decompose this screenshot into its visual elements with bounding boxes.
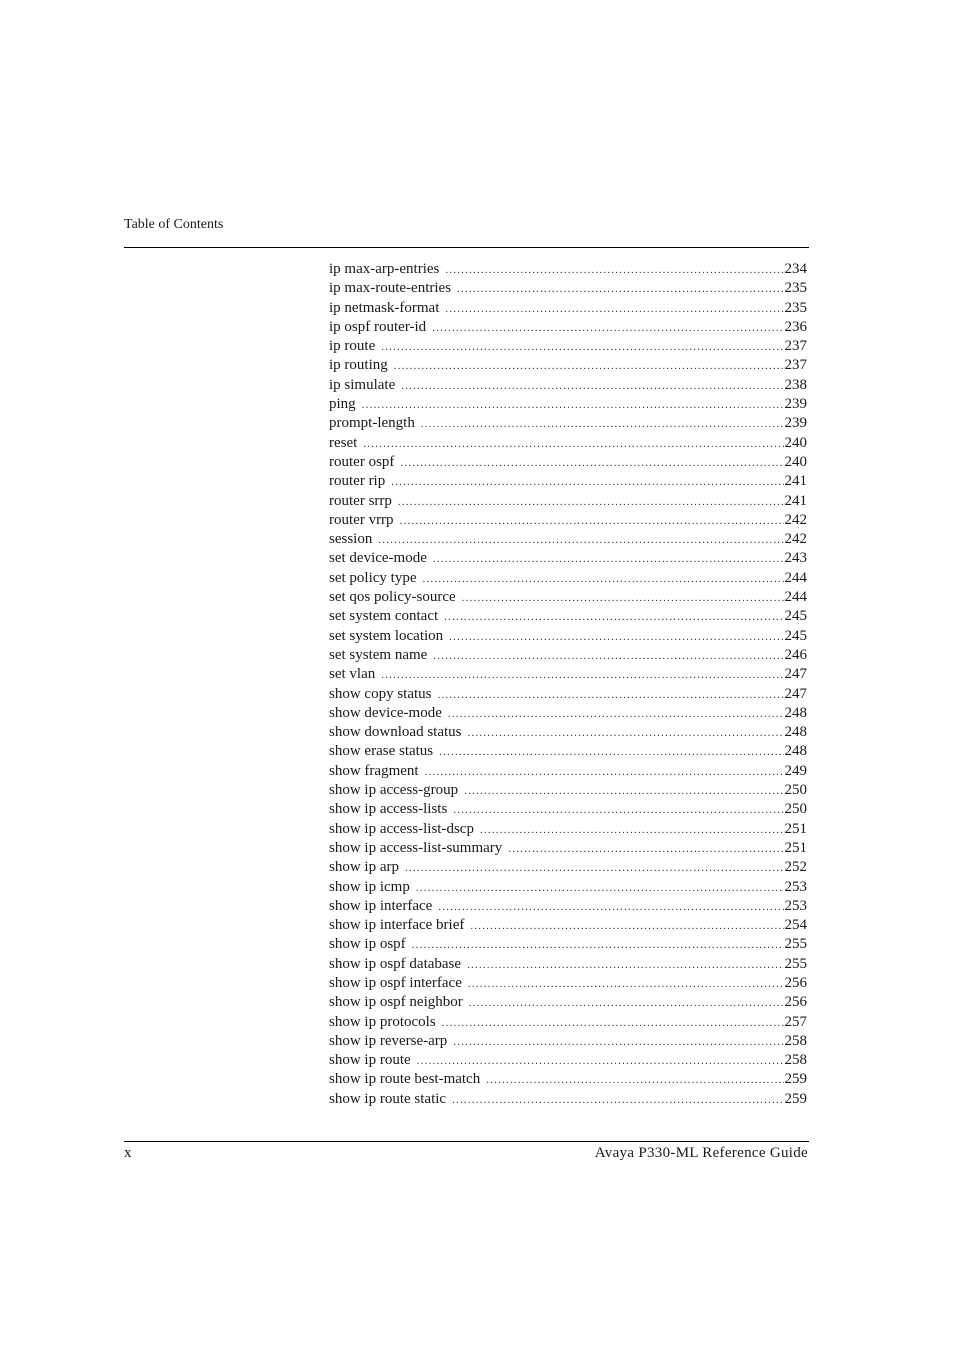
- toc-entry[interactable]: [329, 530, 807, 549]
- toc-dot-leader: [401, 377, 783, 395]
- toc-entry-page: 246: [784, 646, 807, 663]
- toc-dot-leader: [405, 859, 784, 877]
- toc-entry-page: 251: [784, 820, 807, 837]
- toc-entry-page: 242: [784, 531, 807, 548]
- toc-dot-leader: [480, 821, 784, 839]
- toc-entry[interactable]: [329, 511, 807, 530]
- toc-entry-label: show device-mode: [329, 704, 442, 721]
- toc-entry[interactable]: [329, 299, 807, 318]
- toc-dot-leader: [445, 300, 783, 318]
- toc-entry-page: 253: [784, 878, 807, 895]
- toc-dot-leader: [444, 608, 783, 626]
- toc-entry-label: ip simulate: [329, 376, 396, 393]
- footer-guide-title: Avaya P330-ML Reference Guide: [594, 1145, 808, 1161]
- toc-entry-page: 248: [784, 704, 807, 721]
- toc-entry[interactable]: [329, 858, 807, 877]
- toc-entry-page: 256: [784, 974, 807, 991]
- toc-entry[interactable]: [329, 1090, 807, 1109]
- toc-entry-label: set system location: [329, 627, 444, 644]
- toc-entry[interactable]: [329, 820, 807, 839]
- toc-dot-leader: [421, 415, 784, 433]
- toc-entry-label: router rip: [329, 473, 386, 490]
- toc-entry-label: show fragment: [329, 762, 419, 779]
- toc-entry-page: 240: [784, 434, 807, 451]
- toc-entry[interactable]: [329, 337, 807, 356]
- toc-entry-label: show ip ospf: [329, 936, 406, 953]
- toc-entry[interactable]: [329, 781, 807, 800]
- toc-entry-page: 254: [784, 917, 807, 934]
- toc-dot-leader: [448, 705, 784, 723]
- toc-dot-leader: [391, 473, 783, 491]
- toc-dot-leader: [449, 628, 783, 646]
- toc-entry-label: show ip icmp: [329, 878, 410, 895]
- page-header-title: Table of Contents: [124, 217, 224, 232]
- toc-entry-page: 239: [784, 415, 807, 432]
- toc-entry[interactable]: [329, 878, 807, 897]
- toc-entry[interactable]: [329, 607, 807, 626]
- toc-entry-page: 235: [784, 299, 807, 316]
- toc-entry[interactable]: [329, 646, 807, 665]
- toc-entry-label: ip ospf router-id: [329, 318, 427, 335]
- toc-entry[interactable]: [329, 453, 807, 472]
- toc-dot-leader: [462, 589, 784, 607]
- toc-entry-label: router ospf: [329, 453, 395, 470]
- toc-dot-leader: [438, 898, 783, 916]
- toc-entry[interactable]: [329, 1070, 807, 1089]
- toc-entry-page: 248: [784, 743, 807, 760]
- toc-entry-label: show ip interface brief: [329, 917, 465, 934]
- toc-entry-page: 239: [784, 396, 807, 413]
- toc-entry-page: 241: [784, 492, 807, 509]
- header-rule: [124, 247, 809, 248]
- toc-entry-label: router srrp: [329, 492, 392, 509]
- toc-dot-leader: [432, 319, 783, 337]
- toc-entry-label: show ip ospf database: [329, 955, 462, 972]
- toc-entry[interactable]: [329, 376, 807, 395]
- toc-dot-leader: [362, 396, 784, 414]
- toc-entry[interactable]: [329, 723, 807, 742]
- toc-entry-label: ip max-route-entries: [329, 280, 452, 297]
- toc-entry[interactable]: [329, 414, 807, 433]
- toc-entry-page: 255: [784, 955, 807, 972]
- toc-entry-label: ping: [329, 396, 356, 413]
- footer-page-number: x: [124, 1145, 132, 1161]
- toc-dot-leader: [467, 956, 783, 974]
- toc-entry[interactable]: [329, 665, 807, 684]
- toc-entry-label: show ip ospf interface: [329, 974, 462, 991]
- toc-entry[interactable]: [329, 1051, 807, 1070]
- toc-entry-page: 235: [784, 280, 807, 297]
- toc-dot-leader: [416, 879, 784, 897]
- table-of-contents: [329, 260, 807, 1109]
- toc-entry-page: 252: [784, 859, 807, 876]
- toc-entry-label: show ip access-group: [329, 782, 459, 799]
- toc-entry[interactable]: [329, 800, 807, 819]
- toc-entry-label: show erase status: [329, 743, 434, 760]
- toc-dot-leader: [468, 975, 784, 993]
- toc-entry-page: 236: [784, 318, 807, 335]
- toc-dot-leader: [438, 686, 784, 704]
- toc-entry-label: set policy type: [329, 569, 417, 586]
- toc-dot-leader: [433, 647, 783, 665]
- toc-entry-label: ip routing: [329, 357, 388, 374]
- toc-entry[interactable]: [329, 356, 807, 375]
- toc-dot-leader: [433, 550, 784, 568]
- toc-entry[interactable]: [329, 492, 807, 511]
- toc-dot-leader: [442, 1014, 784, 1032]
- toc-entry-label: ip max-arp-entries: [329, 261, 440, 277]
- toc-entry-label: set device-mode: [329, 550, 427, 567]
- toc-dot-leader: [412, 936, 784, 954]
- toc-entry-label: show ip access-list-dscp: [329, 820, 474, 837]
- toc-entry[interactable]: [329, 993, 807, 1012]
- toc-entry-label: ip route: [329, 338, 376, 355]
- toc-entry[interactable]: [329, 897, 807, 916]
- toc-dot-leader: [381, 338, 783, 356]
- toc-entry-page: 250: [784, 801, 807, 818]
- toc-entry-label: set system name: [329, 646, 428, 663]
- toc-entry-label: show ip interface: [329, 897, 433, 914]
- toc-dot-leader: [381, 666, 783, 684]
- toc-entry-label: show ip access-lists: [329, 801, 448, 818]
- toc-entry[interactable]: [329, 1032, 807, 1051]
- toc-dot-leader: [422, 570, 783, 588]
- toc-entry-label: set vlan: [329, 666, 376, 683]
- toc-entry-page: 244: [784, 569, 807, 586]
- toc-entry-label: show ip access-list-summary: [329, 839, 503, 856]
- toc-entry-page: 258: [784, 1032, 807, 1049]
- toc-dot-leader: [468, 724, 784, 742]
- toc-entry-label: set system contact: [329, 608, 439, 625]
- toc-dot-leader: [425, 763, 784, 781]
- toc-entry-page: 234: [784, 261, 807, 277]
- toc-entry-label: prompt-length: [329, 415, 415, 432]
- toc-dot-leader: [400, 454, 783, 472]
- toc-entry-label: show ip arp: [329, 859, 399, 876]
- toc-entry-page: 244: [784, 589, 807, 606]
- toc-entry-label: show ip reverse-arp: [329, 1032, 448, 1049]
- toc-dot-leader: [445, 261, 783, 279]
- toc-entry-page: 256: [784, 994, 807, 1011]
- toc-entry-label: set qos policy-source: [329, 589, 456, 606]
- toc-entry-page: 259: [784, 1071, 807, 1088]
- toc-dot-leader: [464, 782, 783, 800]
- toc-entry[interactable]: [329, 685, 807, 704]
- toc-entry-label: show ip route best-match: [329, 1071, 481, 1088]
- toc-entry-page: 258: [784, 1052, 807, 1069]
- toc-dot-leader: [486, 1071, 783, 1089]
- toc-entry-label: show ip protocols: [329, 1013, 436, 1030]
- toc-entry-label: show copy status: [329, 685, 432, 702]
- toc-entry[interactable]: [329, 569, 807, 588]
- toc-entry-page: 247: [784, 666, 807, 683]
- toc-entry-label: show ip route: [329, 1052, 411, 1069]
- toc-entry[interactable]: [329, 839, 807, 858]
- toc-dot-leader: [469, 994, 784, 1012]
- toc-entry[interactable]: [329, 472, 807, 491]
- toc-entry[interactable]: [329, 704, 807, 723]
- toc-dot-leader: [453, 801, 783, 819]
- toc-entry[interactable]: [329, 916, 807, 935]
- toc-entry[interactable]: [329, 260, 807, 279]
- toc-dot-leader: [398, 493, 784, 511]
- toc-entry[interactable]: [329, 974, 807, 993]
- toc-entry-page: 245: [784, 608, 807, 625]
- toc-entry-page: 238: [784, 376, 807, 393]
- toc-entry-page: 237: [784, 338, 807, 355]
- toc-dot-leader: [417, 1052, 784, 1070]
- toc-entry-page: 255: [784, 936, 807, 953]
- toc-dot-leader: [452, 1091, 783, 1109]
- toc-entry[interactable]: [329, 549, 807, 568]
- toc-entry[interactable]: [329, 318, 807, 337]
- toc-entry-page: 240: [784, 453, 807, 470]
- toc-dot-leader: [394, 357, 784, 375]
- toc-entry-label: session: [329, 531, 373, 548]
- toc-entry[interactable]: [329, 955, 807, 974]
- toc-entry[interactable]: [329, 935, 807, 954]
- toc-dot-leader: [439, 743, 783, 761]
- toc-dot-leader: [378, 531, 783, 549]
- toc-entry[interactable]: [329, 279, 807, 298]
- toc-entry[interactable]: [329, 1013, 807, 1032]
- toc-entry-page: 245: [784, 627, 807, 644]
- toc-entry-label: reset: [329, 434, 358, 451]
- toc-entry-page: 249: [784, 762, 807, 779]
- toc-entry[interactable]: [329, 762, 807, 781]
- toc-entry-label: show download status: [329, 724, 462, 741]
- toc-entry-page: 243: [784, 550, 807, 567]
- toc-entry-page: 250: [784, 782, 807, 799]
- toc-entry-label: ip netmask-format: [329, 299, 440, 316]
- toc-entry-page: 259: [784, 1090, 807, 1107]
- toc-entry-page: 241: [784, 473, 807, 490]
- toc-entry[interactable]: [329, 627, 807, 646]
- toc-dot-leader: [453, 1033, 783, 1051]
- toc-entry-page: 257: [784, 1013, 807, 1030]
- toc-entry[interactable]: [329, 434, 807, 453]
- toc-dot-leader: [400, 512, 784, 530]
- toc-dot-leader: [470, 917, 783, 935]
- toc-entry-label: router vrrp: [329, 511, 394, 528]
- toc-dot-leader: [508, 840, 783, 858]
- toc-dot-leader: [363, 435, 783, 453]
- toc-entry-label: show ip route static: [329, 1090, 447, 1107]
- toc-entry-page: 248: [784, 724, 807, 741]
- toc-entry-page: 247: [784, 685, 807, 702]
- toc-dot-leader: [457, 280, 783, 298]
- toc-entry-page: 237: [784, 357, 807, 374]
- toc-entry-page: 242: [784, 511, 807, 528]
- toc-entry[interactable]: [329, 588, 807, 607]
- toc-entry-page: 253: [784, 897, 807, 914]
- footer-rule: [124, 1141, 809, 1142]
- toc-entry[interactable]: [329, 395, 807, 414]
- toc-entry-label: show ip ospf neighbor: [329, 994, 463, 1011]
- toc-entry[interactable]: [329, 742, 807, 761]
- toc-entry-page: 251: [784, 839, 807, 856]
